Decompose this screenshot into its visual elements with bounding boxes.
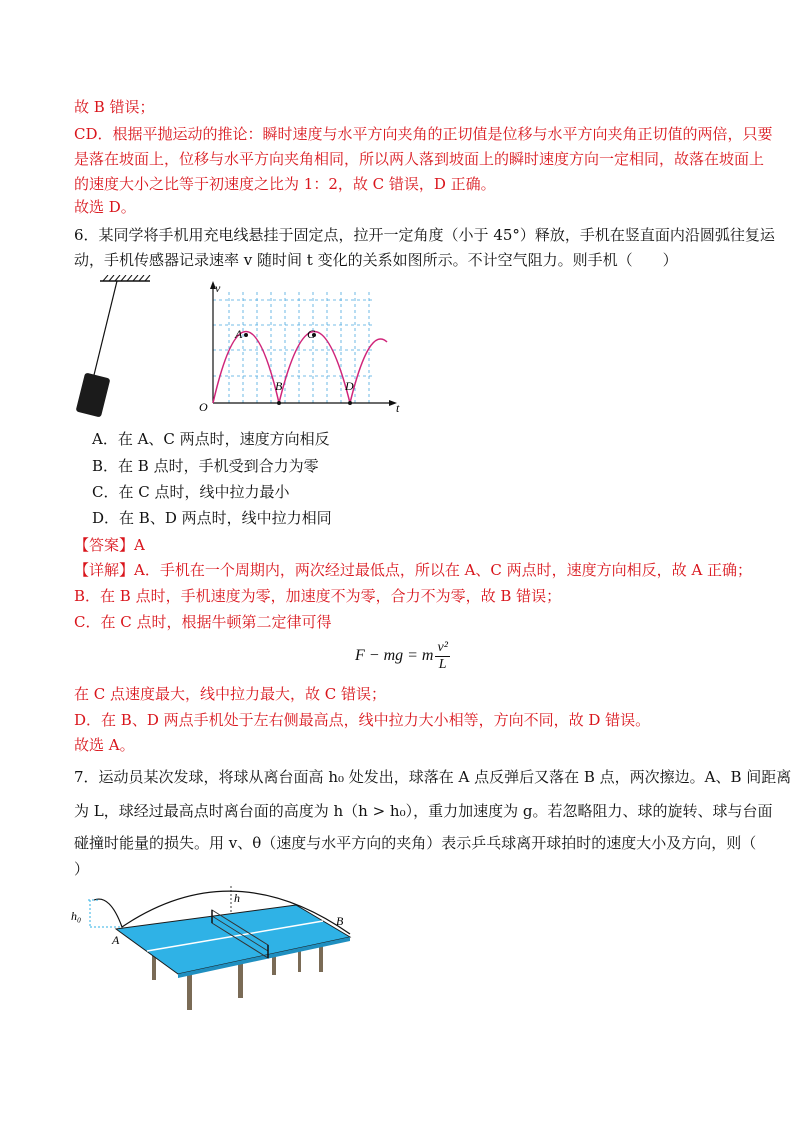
phone-icon bbox=[76, 372, 111, 417]
q6-stem-line-2: 动，手机传感器记录速率 v 随时间 t 变化的关系如图所示。不计空气阻力。则手机（ ） bbox=[74, 251, 678, 269]
q6-option-c: C．在 C 点时，线中拉力最小 bbox=[92, 483, 290, 501]
q7-stem-line-4: ） bbox=[74, 860, 90, 878]
prev-line-5: 故选 D。 bbox=[74, 198, 136, 216]
phone-pendulum-figure bbox=[70, 275, 160, 425]
ping-pong-table-figure bbox=[68, 872, 368, 1017]
formula-left: F − mg = m bbox=[355, 647, 434, 665]
graph-label-o: O bbox=[199, 400, 208, 414]
fig-label-h0: h₀ bbox=[71, 909, 82, 923]
graph-label-a: A bbox=[235, 327, 243, 341]
prev-line-3: 是落在坡面上，位移与水平方向夹角相同，所以两人落到坡面上的瞬时速度方向一定相同，故落在坡面上 bbox=[74, 150, 765, 168]
graph-curve bbox=[213, 332, 387, 404]
prev-line-2: CD．根据平抛运动的推论：瞬时速度与水平方向夹角的正切值是位移与水平方向夹角正切值的两倍，只要 bbox=[74, 125, 773, 143]
graph-label-c: C bbox=[307, 327, 316, 341]
q7-stem-line-1: 7．运动员某次发球，将球从离台面高 h₀ 处发出，球落在 A 点反弹后又落在 B 点，两次擦边。A、B 间距离 bbox=[74, 768, 792, 786]
graph-label-d: D bbox=[345, 379, 354, 393]
formula-denominator: L bbox=[438, 657, 447, 672]
graph-label-t: t bbox=[396, 401, 400, 415]
q7-stem-line-2: 为 L，球经过最高点时离台面的高度为 h（h > h₀），重力加速度为 g。若忽略阻力、球的旋转、球与台面 bbox=[74, 802, 773, 820]
q6-explain-2: B．在 B 点时，手机速度为零，加速度不为零，合力不为零，故 B 错误； bbox=[74, 587, 562, 605]
graph-label-v: v bbox=[215, 281, 221, 295]
formula-numerator: v² bbox=[437, 640, 448, 655]
fig-label-b: B bbox=[336, 914, 344, 928]
graph-label-b: B bbox=[275, 379, 283, 393]
fig-label-a: A bbox=[112, 933, 120, 947]
newton-formula bbox=[355, 640, 450, 673]
q6-explain-3: C．在 C 点时，根据牛顿第二定律可得 bbox=[74, 613, 332, 631]
prev-line-1: 故 B 错误； bbox=[74, 98, 155, 116]
q7-stem-line-3: 碰撞时能量的损失。用 v、θ（速度与水平方向的夹角）表示乒乓球离开球拍时的速度大小及方向，则（ bbox=[74, 834, 757, 852]
q6-explain-5: D．在 B、D 两点手机处于左右侧最高点，线中拉力大小相等，方向不同，故 D 错误。 bbox=[74, 711, 651, 729]
q6-option-b: B．在 B 点时，手机受到合力为零 bbox=[92, 457, 319, 475]
q6-explain-6: 故选 A。 bbox=[74, 736, 135, 754]
prev-line-4: 的速度大小之比等于初速度之比为 1：2，故 C 错误，D 正确。 bbox=[74, 175, 496, 193]
q6-option-d: D．在 B、D 两点时，线中拉力相同 bbox=[92, 509, 332, 527]
velocity-time-graph bbox=[195, 280, 410, 415]
fig-label-h: h bbox=[234, 891, 240, 905]
q6-explain-1: 【详解】A．手机在一个周期内，两次经过最低点，所以在 A、C 两点时，速度方向相反，故 A 正确； bbox=[74, 561, 753, 579]
q6-explain-4: 在 C 点速度最大，线中拉力最大，故 C 错误； bbox=[74, 685, 387, 703]
q6-answer: 【答案】A bbox=[74, 536, 145, 554]
q6-stem-line-1: 6．某同学将手机用充电线悬挂于固定点，拉开一定角度（小于 45°）释放，手机在竖直面内沿圆弧往复运 bbox=[74, 226, 775, 244]
q6-option-a: A．在 A、C 两点时，速度方向相反 bbox=[92, 430, 330, 448]
